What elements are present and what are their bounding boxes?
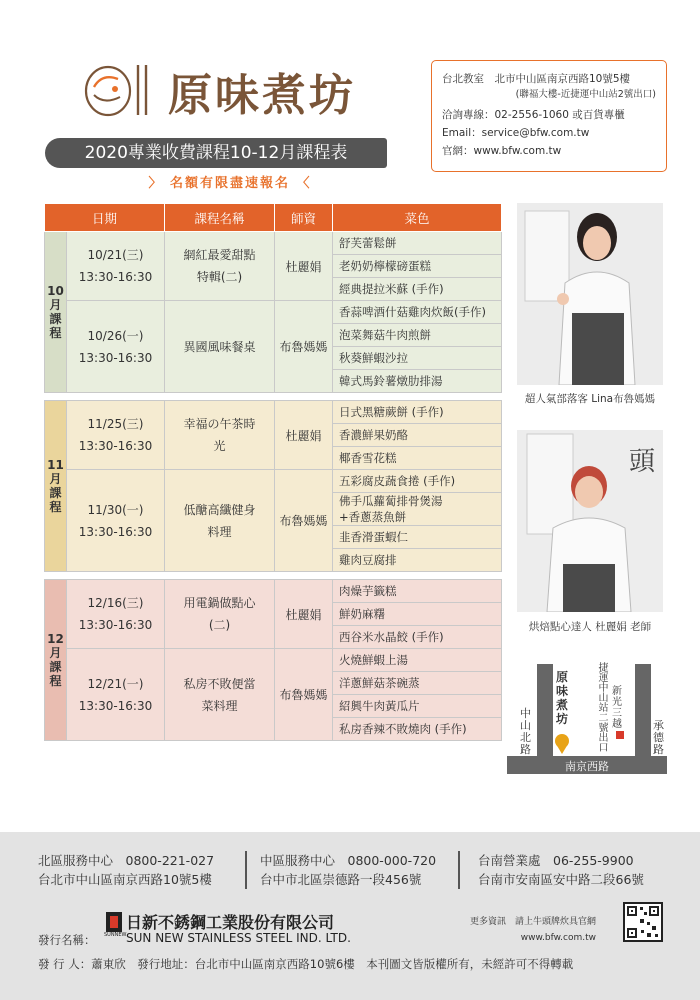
class-date-day: 10/21(三) <box>87 248 144 262</box>
class-teacher: 布魯媽媽 <box>275 649 333 741</box>
teacher-photo-du <box>517 430 663 612</box>
company-logo <box>104 912 127 938</box>
dish-item: 香濃鮮果奶酪 <box>333 424 502 447</box>
issuer-label: 發行名稱： <box>38 933 96 947</box>
qr-code-icon <box>625 904 661 940</box>
schedule-body <box>45 232 502 741</box>
contact-info-box <box>431 60 667 172</box>
dish-item: 五彩腐皮蔬食捲 (手作) <box>333 470 502 493</box>
table-row <box>45 401 502 424</box>
header-course: 課程名稱 <box>165 204 275 232</box>
footer-divider <box>458 851 460 889</box>
table-row <box>45 301 502 324</box>
service-central-addr: 台中市北區崇德路一段456號 <box>260 872 422 887</box>
dish-item: 秋葵鮮蝦沙拉 <box>333 347 502 370</box>
month-label: 12 月 課 程 <box>45 580 67 741</box>
class-date <box>67 580 165 649</box>
map-road-bottom: 南京西路 <box>565 760 609 773</box>
location-map <box>507 658 667 788</box>
month-label: 11 月 課 程 <box>45 401 67 572</box>
class-name: 異國風味餐桌 <box>165 301 275 393</box>
service-south <box>478 851 644 889</box>
brand-name: 原味煮坊 <box>168 70 356 121</box>
dish-item: 香蒜啤酒什菇雞肉炊飯(手作) <box>333 301 502 324</box>
class-date <box>67 470 165 572</box>
class-teacher: 杜麗娟 <box>275 232 333 301</box>
company-logo-text: SUNNEW <box>104 932 127 938</box>
chef-pot-icon <box>80 59 156 119</box>
service-central <box>260 851 436 889</box>
more-info-url[interactable]: www.bfw.com.tw <box>520 933 597 943</box>
hotline: 洽詢專線：02-2556-1060 或百貨專櫃 <box>442 109 625 121</box>
class-time: 13:30-16:30 <box>78 439 153 453</box>
table-header-row <box>45 204 502 232</box>
class-name: 網紅最愛甜點特輯(二) <box>165 232 275 301</box>
class-time: 13:30-16:30 <box>78 270 153 284</box>
service-north-phone: 北區服務中心 0800-221-027 <box>38 853 215 868</box>
service-central-phone: 中區服務中心 0800-000-720 <box>260 853 437 868</box>
class-name: 用電鍋做點心(二) <box>165 580 275 649</box>
month-label: 10 月 課 程 <box>45 232 67 393</box>
dish-item: 老奶奶檸檬磅蛋糕 <box>333 255 502 278</box>
qr-code[interactable] <box>623 902 663 942</box>
class-teacher: 杜麗娟 <box>275 580 333 649</box>
dish-item: 韓式馬鈴薯燉肋排湯 <box>333 370 502 393</box>
dish-item: 韭香滑蛋蝦仁 <box>333 526 502 549</box>
class-time: 13:30-16:30 <box>78 524 153 539</box>
company-name-cn: 日新不銹鋼工業股份有限公司 <box>126 913 335 932</box>
header-teacher: 師資 <box>275 204 333 232</box>
class-time: 13:30-16:30 <box>78 698 153 713</box>
dish-item: 椰香雪花糕 <box>333 447 502 470</box>
class-name: 幸福の午茶時光 <box>165 401 275 470</box>
dish-item: 舒芙蕾鬆餅 <box>333 232 502 255</box>
footer-divider <box>245 851 247 889</box>
class-teacher: 布魯媽媽 <box>275 301 333 393</box>
class-date <box>67 649 165 741</box>
teacher-lina-illustration <box>517 203 663 385</box>
subtitle: 〉 名額有限盡速報名 〈 <box>148 176 312 191</box>
dish-item: 洋蔥鮮菇茶碗蒸 <box>333 672 502 695</box>
dish-item: 日式黑糖蕨餅 (手作) <box>333 401 502 424</box>
dish-item: 火燒鮮蝦上湯 <box>333 649 502 672</box>
dish-item: 紹興牛肉黃瓜片 <box>333 695 502 718</box>
subtitle-text: 名額有限盡速報名 <box>169 176 290 191</box>
map-mrt-label: 捷運中山站二號出口 <box>596 662 607 752</box>
dish-item: 經典提拉米蘇 (手作) <box>333 278 502 301</box>
class-time: 13:30-16:30 <box>78 350 153 365</box>
table-row <box>45 470 502 493</box>
class-date-day: 10/26(一) <box>87 328 144 343</box>
page-title: 2020專業收費課程10-12月課程表 <box>45 138 387 168</box>
website[interactable]: 官網：www.bfw.com.tw <box>442 145 562 157</box>
map-road-left: 中 山 北 路 <box>520 707 531 756</box>
service-north-addr: 台北市中山區南京西路10號5樓 <box>38 872 212 887</box>
month-spacer <box>45 572 502 580</box>
publisher-line: 發 行 人：蕭東欣 發行地址：台北市中山區南京西路10號6樓 本刊圖文皆版權所有，未經許可不得轉載 <box>38 957 574 971</box>
class-date <box>67 232 165 301</box>
service-north <box>38 851 214 889</box>
class-date-day: 11/30(一) <box>87 502 144 517</box>
company-name-en: SUN NEW STAINLESS STEEL IND. LTD. <box>126 931 351 945</box>
class-date <box>67 401 165 470</box>
map-dept-label: 新 光 三 越 <box>612 686 622 730</box>
class-date-day: 11/25(三) <box>87 417 144 431</box>
dish-item: 鮮奶麻糬 <box>333 603 502 626</box>
caption-teacher-du: 烘焙點心達人 杜麗娟 老師 <box>528 621 652 633</box>
month-spacer <box>45 393 502 401</box>
dish-item: 肉燥芋籤糕 <box>333 580 502 603</box>
class-teacher: 布魯媽媽 <box>275 470 333 572</box>
map-road-right: 承 德 路 <box>653 719 664 756</box>
class-date <box>67 301 165 393</box>
caption-teacher-lina: 超人氣部落客 Lina布魯媽媽 <box>524 393 656 405</box>
class-date-day: 12/21(一) <box>87 676 144 691</box>
class-time: 13:30-16:30 <box>78 618 153 632</box>
classroom-location: 台北教室 北市中山區南京西路10號5樓 <box>442 73 631 85</box>
service-south-phone: 台南營業處 06-255-9900 <box>478 853 634 868</box>
more-info <box>470 914 596 946</box>
dish-item: 佛手瓜蘿蔔排骨煲湯 +香蔥蒸魚餅 <box>333 493 502 526</box>
brand-logo <box>80 55 360 125</box>
schedule-table <box>44 203 502 741</box>
class-teacher: 杜麗娟 <box>275 401 333 470</box>
more-info-text: 更多資訊 請上牛頭牌炊具官網 <box>470 917 597 927</box>
table-row <box>45 580 502 603</box>
header-date: 日期 <box>45 204 165 232</box>
location-note: (聯福大樓-近捷運中山站2號出口) <box>515 89 656 100</box>
class-date-day: 12/16(三) <box>87 596 144 610</box>
class-name: 低醣高纖健身料理 <box>165 470 275 572</box>
svg-text:頭: 頭 <box>629 447 656 477</box>
table-row <box>45 649 502 672</box>
email[interactable]: Email：service@bfw.com.tw <box>442 127 590 139</box>
dish-item: 西谷米水晶餃 (手作) <box>333 626 502 649</box>
service-south-addr: 台南市安南區安中路二段66號 <box>478 872 644 887</box>
map-shop-label: 原 味 煮 坊 <box>556 670 569 726</box>
class-name: 私房不敗便當菜料理 <box>165 649 275 741</box>
header-dishes: 菜色 <box>333 204 502 232</box>
teacher-du-illustration <box>517 430 663 612</box>
dish-item: 泡菜舞菇牛肉煎餅 <box>333 324 502 347</box>
dish-item: 雞肉豆腐排 <box>333 549 502 572</box>
teacher-photo-lina <box>517 203 663 385</box>
table-row <box>45 232 502 255</box>
dish-item: 私房香辣不敗燒肉 (手作) <box>333 718 502 741</box>
